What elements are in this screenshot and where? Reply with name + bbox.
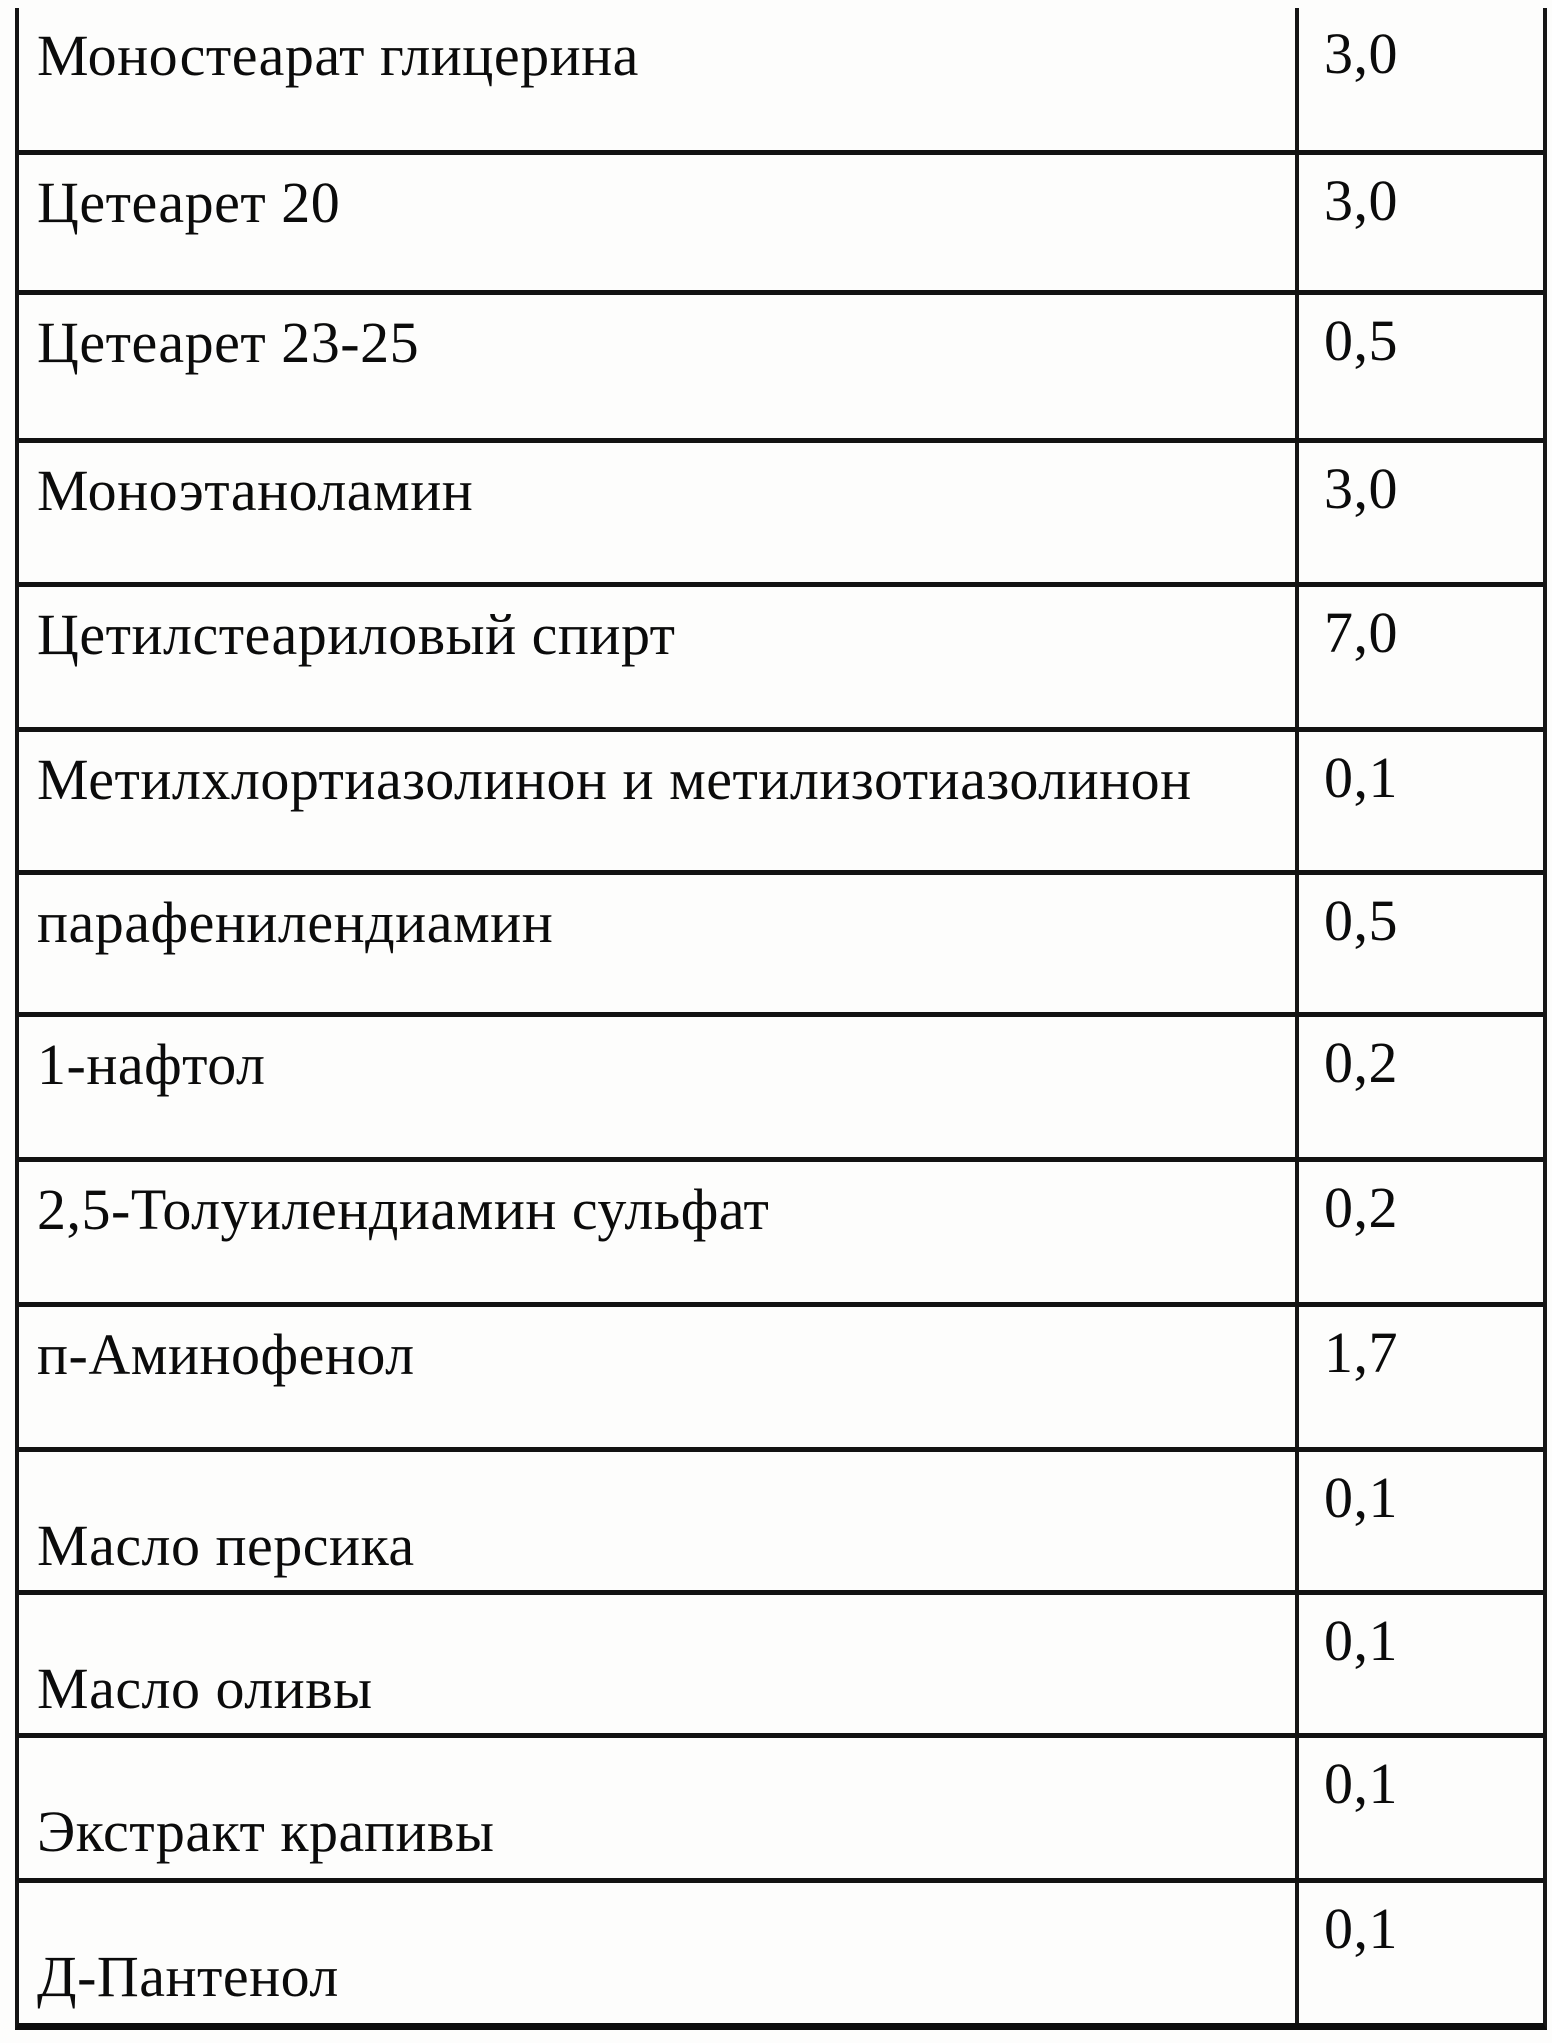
table-row [19,8,1543,155]
ingredient-amount-cell [1299,8,1543,150]
ingredient-amount: 3,0 [1324,456,1398,521]
ingredient-amount: 0,5 [1324,308,1398,373]
table-row [19,875,1543,1017]
ingredient-name-cell [19,587,1299,727]
ingredient-amount-cell [1299,1162,1543,1302]
ingredient-name-cell [19,1452,1299,1590]
table-row [19,1307,1543,1452]
ingredient-amount-cell [1299,732,1543,870]
ingredient-name-cell [19,8,1299,150]
table-row [19,295,1543,443]
ingredient-name: Цетеарет 23-25 [37,310,420,375]
ingredient-name-cell [19,1883,1299,2023]
ingredient-amount: 0,5 [1324,888,1398,953]
ingredient-amount-cell [1299,1595,1543,1733]
table-row [19,1595,1543,1738]
ingredient-amount: 0,2 [1324,1175,1398,1240]
ingredient-amount-cell [1299,443,1543,582]
table-row [19,1017,1543,1162]
ingredient-name-cell [19,295,1299,438]
ingredient-name-cell [19,1307,1299,1447]
ingredient-name: Д-Пантенол [37,1944,339,2009]
ingredient-amount-cell [1299,295,1543,438]
ingredient-name: Метилхлортиазолинон и метилизотиазолинон [37,747,1192,812]
ingredient-amount: 0,1 [1324,745,1398,810]
table-row [19,1883,1543,2023]
ingredient-name: п-Аминофенол [37,1322,415,1387]
table-row [19,1162,1543,1307]
ingredient-amount: 3,0 [1324,168,1398,233]
ingredient-name-cell [19,732,1299,870]
ingredient-name: парафенилендиамин [37,890,554,955]
ingredient-name: 1-нафтол [37,1032,266,1097]
ingredient-name: Моностеарат глицерина [37,23,639,88]
table-row [19,1452,1543,1595]
ingredient-name-cell [19,1017,1299,1157]
ingredient-amount: 3,0 [1324,21,1398,86]
ingredient-name-cell [19,1162,1299,1302]
ingredient-name-cell [19,155,1299,290]
ingredient-name-cell [19,1738,1299,1878]
ingredient-amount-cell [1299,1307,1543,1447]
ingredient-name-cell [19,875,1299,1012]
table-row [19,443,1543,587]
ingredient-name-cell [19,443,1299,582]
ingredient-amount-cell [1299,155,1543,290]
ingredient-name: Моноэтаноламин [37,458,474,523]
ingredient-amount-cell [1299,587,1543,727]
ingredient-name: Цетилстеариловый спирт [37,602,676,667]
ingredient-amount-cell [1299,1883,1543,2023]
ingredient-name: Экстракт крапивы [37,1799,495,1864]
ingredient-amount: 0,1 [1324,1896,1398,1961]
ingredient-amount: 0,1 [1324,1608,1398,1673]
ingredient-amount: 1,7 [1324,1320,1398,1385]
ingredient-amount-cell [1299,1738,1543,1878]
ingredient-amount: 7,0 [1324,600,1398,665]
table-row [19,587,1543,732]
table-row [19,732,1543,875]
ingredients-table [15,8,1547,2030]
ingredient-amount: 0,1 [1324,1751,1398,1816]
table-row [19,155,1543,295]
ingredient-name: Масло оливы [37,1656,373,1721]
table-row [19,1738,1543,1883]
ingredient-name: Цетеарет 20 [37,170,341,235]
ingredient-amount-cell [1299,1017,1543,1157]
ingredient-amount-cell [1299,1452,1543,1590]
ingredient-amount-cell [1299,875,1543,1012]
ingredient-amount: 0,1 [1324,1465,1398,1530]
ingredient-name: Масло персика [37,1513,415,1578]
ingredient-amount: 0,2 [1324,1030,1398,1095]
ingredient-name-cell [19,1595,1299,1733]
ingredient-name: 2,5-Толуилендиамин сульфат [37,1177,770,1242]
